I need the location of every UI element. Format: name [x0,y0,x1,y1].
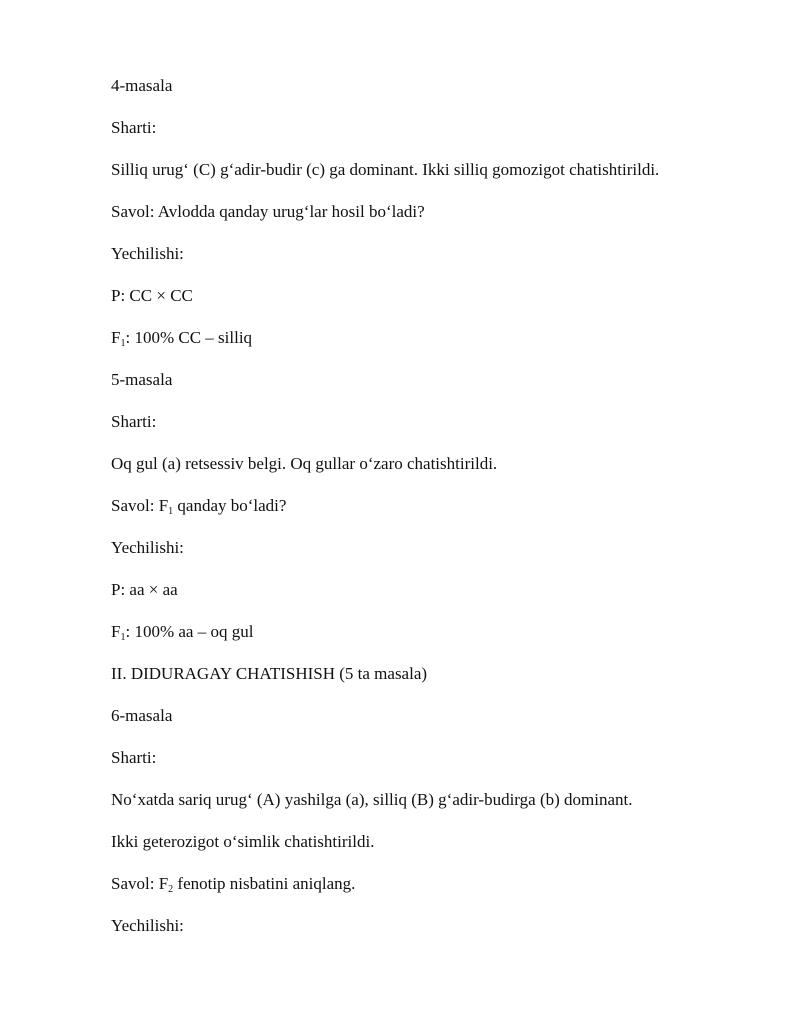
question-rest: fenotip nisbatini aniqlang. [173,874,356,893]
generation-subscript: 1 [120,338,126,349]
problem-4-f1-result [111,328,252,348]
problem-5-yechilishi-label: Yechilishi: [111,538,184,557]
problem-6-sharti-label: Sharti: [111,748,157,767]
problem-6-condition-line-2: Ikki geterozigot o‘simlik chatishtirildi. [111,832,375,851]
problem-4-question: Savol: Avlodda qanday urug‘lar hosil bo‘ladi? [111,202,425,221]
section-2-heading: II. DIDURAGAY CHATISHISH (5 ta masala) [111,664,428,683]
question-prefix: Savol: F [111,874,169,893]
generation-subscript: 1 [120,632,126,643]
problem-5-question [111,496,286,516]
problem-4-yechilishi-label: Yechilishi: [111,244,184,263]
problem-4-title: 4-masala [111,76,173,95]
result-text: : 100% aa – oq gul [125,622,254,641]
problem-4-parents: P: CC × CC [111,286,193,305]
f-letter: F [111,622,121,641]
problem-5-f1-result [111,622,253,642]
generation-subscript: 1 [168,506,174,517]
result-text: : 100% CC – silliq [125,328,253,347]
problem-5-sharti-label: Sharti: [111,412,157,431]
question-rest: qanday bo‘ladi? [173,496,287,515]
generation-subscript: 2 [168,884,174,895]
problem-6-condition-line-1: No‘xatda sariq urug‘ (A) yashilga (a), silliq (B) g‘adir-budirga (b) dominant. [111,790,633,809]
question-prefix: Savol: F [111,496,169,515]
problem-5-title: 5-masala [111,370,173,389]
problem-6-question [111,874,355,894]
problem-4-condition: Silliq urug‘ (C) g‘adir-budir (c) ga dominant. Ikki silliq gomozigot chatishtirildi. [111,160,660,179]
problem-5-parents: P: aa × aa [111,580,178,599]
problem-6-yechilishi-label: Yechilishi: [111,916,184,935]
problem-5-condition: Oq gul (a) retsessiv belgi. Oq gullar o‘zaro chatishtirildi. [111,454,498,473]
problem-4-sharti-label: Sharti: [111,118,157,137]
problem-6-title: 6-masala [111,706,173,725]
f-letter: F [111,328,121,347]
